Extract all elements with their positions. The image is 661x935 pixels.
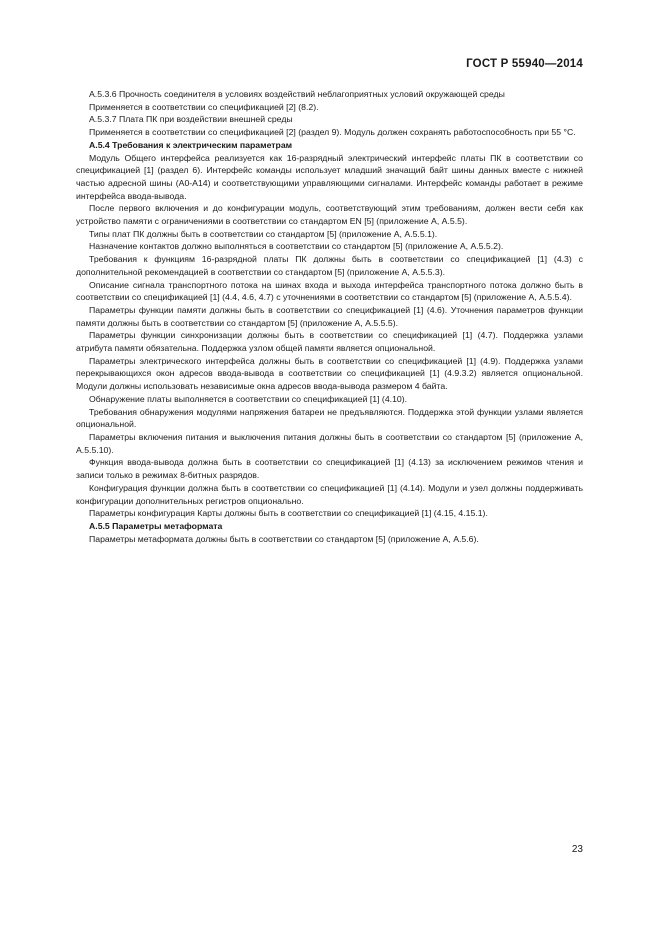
paragraph: Обнаружение платы выполняется в соответствии со спецификацией [1] (4.10). [89,393,408,404]
subsection-title: А.5.3.7 Плата ПК при воздействии внешней среды [89,114,293,125]
document-id: ГОСТ Р 55940—2014 [466,58,583,70]
paragraph: Требования к функциям 16-разрядной платы ПК должны быть в соответствии со спецификацией [1] (4.3) с дополнительной рекомендацией в соответствии со стандартом [5] (приложение А, А.5.5.3). [76,254,583,277]
paragraph: Параметры функции памяти должны быть в соответствии со спецификацией [1] (4.6). Уточнения параметров функции памяти должны быть в соответствии со стандартом [5] (приложение А, А.5.5.5). [76,304,583,328]
paragraph: Конфигурация функции должна быть в соответствии со спецификацией [1] (4.14). Модули и узел должны поддерживать конфигурации дополнительных регистров опционально. [76,482,583,506]
paragraph: Функция ввода-вывода должна быть в соответствии со спецификацией [1] (4.13) за исключением режимов чтения и записи только в режимах 8-битных разрядов. [76,457,583,481]
page-number: 23 [571,844,583,855]
section-heading: А.5.5 Параметры метаформата [89,520,223,531]
body-text [76,88,583,545]
paragraph: Параметры метаформата должны быть в соответствии со стандартом [5] (приложение А, А.5.6). [89,533,479,544]
paragraph: Параметры функции синхронизации должны быть в соответствии со спецификацией [1] (4.7). Поддержка узлами атрибута памяти обязательна. Поддержка узлом общей памяти является опциональной. [76,330,583,354]
paragraph: Описание сигнала транспортного потока на шинах входа и выхода интерфейса транспортного потока должно быть в соответствии со спецификацией [1] (4.4, 4.6, 4.7) с уточнениями в соответствии со стандартом [5] (приложение А, А.5.5.4). [76,279,583,303]
paragraph: Применяется в соответствии со спецификацией [2] (раздел 9). Модуль должен сохранять работоспособность при 55 °С. [89,127,576,138]
paragraph: Параметры электрического интерфейса должны быть в соответствии со спецификацией [1] (4.9). Поддержка узлами перекрывающихся окон адресов ввода-вывода в соответствии со спецификацией [1] (4.9.3.2) является опциональной. Модули должны использовать независимые окна адресов ввода-вывода размером 4 байта. [76,355,583,392]
paragraph: Типы плат ПК должны быть в соответствии со стандартом [5] (приложение А, А.5.5.1). [89,228,438,239]
section-heading: А.5.4 Требования к электрическим параметрам [89,139,293,150]
paragraph: Параметры включения питания и выключения питания должны быть в соответствии со стандартом [5] (приложение А, А.5.5.10). [76,431,583,455]
paragraph: Требования обнаружения модулями напряжения батареи не предъявляются. Поддержка этой функции узлами является опциональной. [76,406,583,430]
paragraph: Модуль Общего интерфейса реализуется как 16-разрядный электрический интерфейс платы ПК в соответствии со спецификацией [1] (раздел 6). Интерфейс команды использует младший значащий байт шины данных вместе с нижней частью адресной шины (А0-А14) и соответствующими управляющими сигналами. Интерфейс команды работает в режиме интерфейса ввода-вывода. [76,152,583,201]
subsection-title: А.5.3.6 Прочность соединителя в условиях воздействий неблагоприятных условий окружающей среды [89,89,505,99]
paragraph: Применяется в соответствии со спецификацией [2] (8.2). [89,101,319,112]
paragraph: Назначение контактов должно выполняться в соответствии со стандартом [5] (приложение А, А.5.5.2). [89,241,504,252]
paragraph: После первого включения и до конфигурации модуль, соответствующий этим требованиям, должен вести себя как устройство памяти с ограничениями в соответствии со стандартом EN [5] (приложение А, А.5.5). [76,203,583,227]
paragraph: Параметры конфигурация Карты должны быть в соответствии со спецификацией [1] (4.15, 4.15.1). [89,508,488,519]
